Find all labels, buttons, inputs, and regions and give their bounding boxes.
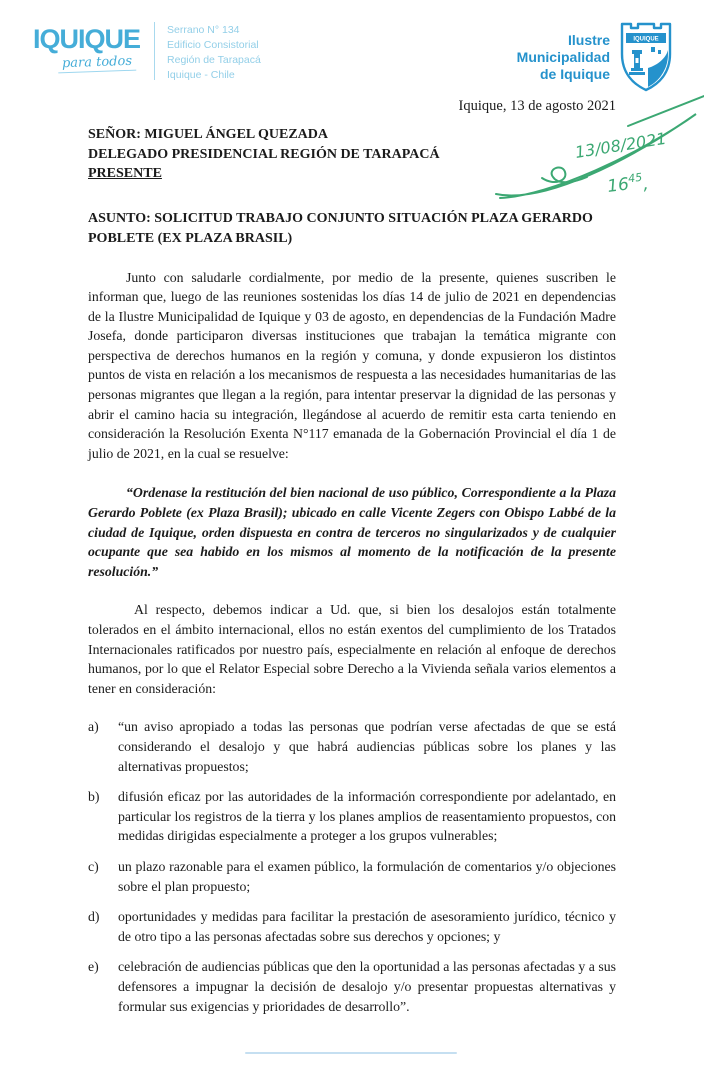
iquique-logo [33, 20, 261, 83]
address-line: Región de Tarapacá [167, 54, 261, 66]
address-line: Edificio Consistorial [167, 39, 259, 51]
recipient-presente: PRESENTE [88, 166, 162, 181]
annotation-date: 13/08/2021 [573, 128, 668, 162]
list-item-text: celebración de audiencias públicas que den la oportunidad a las personas afectadas y a sus defensores a impugnar la decisión de desalojo y/o presentar propuestas alternativas y formular sus exigencias y prioridades de desarrollo”. [118, 959, 616, 1014]
iquique-logo-tagline: para todos [58, 54, 137, 74]
list-item-letter: b) [88, 789, 100, 805]
list-item-letter: a) [88, 719, 99, 735]
recipient-name: SEÑOR: MIGUEL ÁNGEL QUEZADA [88, 127, 328, 142]
municipality-block [517, 20, 674, 98]
list-item-letter: e) [88, 959, 99, 975]
list-item [88, 957, 616, 1016]
list-item [88, 717, 616, 776]
logo-divider [154, 22, 155, 80]
footer-line [245, 1052, 457, 1054]
municipality-name: Ilustre Municipalidad de Iquique [516, 32, 610, 82]
list-item-text: un plazo razonable para el examen público, la formulación de comentarios y/o objeciones sobre el plan propuesto; [118, 858, 616, 894]
address-line: Iquique - Chile [167, 69, 235, 81]
iquique-logo-wordmark: IQUIQUE [33, 24, 141, 54]
list-item-text: oportunidades y medidas para facilitar la prestación de asesoramiento jurídico, técnico y de otro tipo a las personas afectadas sobre sus derechos y opciones; y [118, 909, 616, 944]
list-item [88, 857, 616, 896]
recipient-title: DELEGADO PRESIDENCIAL REGIÓN DE TARAPACÁ [88, 146, 440, 162]
paragraph-2: Al respecto, debemos indicar a Ud. que, si bien los desalojos están totalmente tolerados en el ámbito internacional, ellos no están exentos del cumplimiento de los Tratados Internacionales ratificados por nuestro país, especialmente en relación al enfoque de derechos humanos, por lo que el Relator Especial sobre Derecho a la Vivienda señala varios elementos a tener en consideración: [88, 602, 616, 696]
list-item [88, 787, 616, 846]
crest-banner-label: IQUIQUE [633, 36, 659, 43]
date-line: Iquique, 13 de agosto 2021 [458, 98, 616, 114]
list-item-text: difusión eficaz por las autoridades de la información correspondiente por adelantado, en particular los registros de la tierra y los planes amplios de reasentamiento propuestos, con medidas dirigidas especialmente a proteger a los grupos vulnerables; [118, 789, 616, 844]
municipal-crest-icon [618, 20, 674, 98]
subject-line: ASUNTO: SOLICITUD TRABAJO CONJUNTO SITUACIÓN PLAZA GERARDO POBLETE (EX PLAZA BRASIL) [88, 210, 593, 246]
list-item [88, 907, 616, 946]
list-item-text: “un aviso apropiado a todas las personas que podrían verse afectadas de que se está considerando el desalojo y que habrá audiencias públicas sobre los planes y las alternativas propuestos; [118, 719, 616, 774]
address-line: Serrano N° 134 [167, 24, 240, 36]
list-item-letter: c) [88, 858, 99, 874]
sender-address [167, 20, 261, 83]
recipient-block [88, 125, 616, 184]
letter-body [88, 96, 616, 1027]
paragraph-1: Junto con saludarle cordialmente, por medio de la presente, quienes suscriben le informan que, luego de las reuniones sostenidas los días 14 de julio de 2021 en dependencias de la Ilustre Municipalidad de Iquique y 03 de agosto, en dependencias de la Fundación Madre Josefa, donde participaron diversas instituciones que trabajan la temática migrante con perspectiva de derechos humanos en la región y comuna, y donde expusieron los distintos puntos de vista en relación a los mecanismos de respuesta a las necesidades humanitarias de las personas migrantes que llegan a la región, para intentar preservar la dignidad de las personas y abrir el camino hacia su integración, llegándose al acuerdo de remitir esta carta teniendo en consideración la Resolución Exenta N°117 emanada de la Gobernación Provincial el día 1 de julio de 2021, en la cual se resuelve: [88, 269, 616, 461]
considerations-list [88, 717, 616, 1016]
letterhead [33, 20, 674, 98]
resolution-quote: “Ordenase la restitución del bien nacional de uso público, Correspondiente a la Plaza Gerardo Poblete (ex Plaza Brasil); ubicado en calle Vicente Zegers con Obispo Labbé de la ciudad de Iquique, orden dispuesta en contra de terceros no singularizados y de cualquier ocupante que sea habido en los mismos al momento de la notificación de la presente resolución.” [88, 485, 616, 579]
list-item-letter: d) [88, 909, 100, 925]
annotation-time: $16^{45}$, [606, 170, 650, 197]
